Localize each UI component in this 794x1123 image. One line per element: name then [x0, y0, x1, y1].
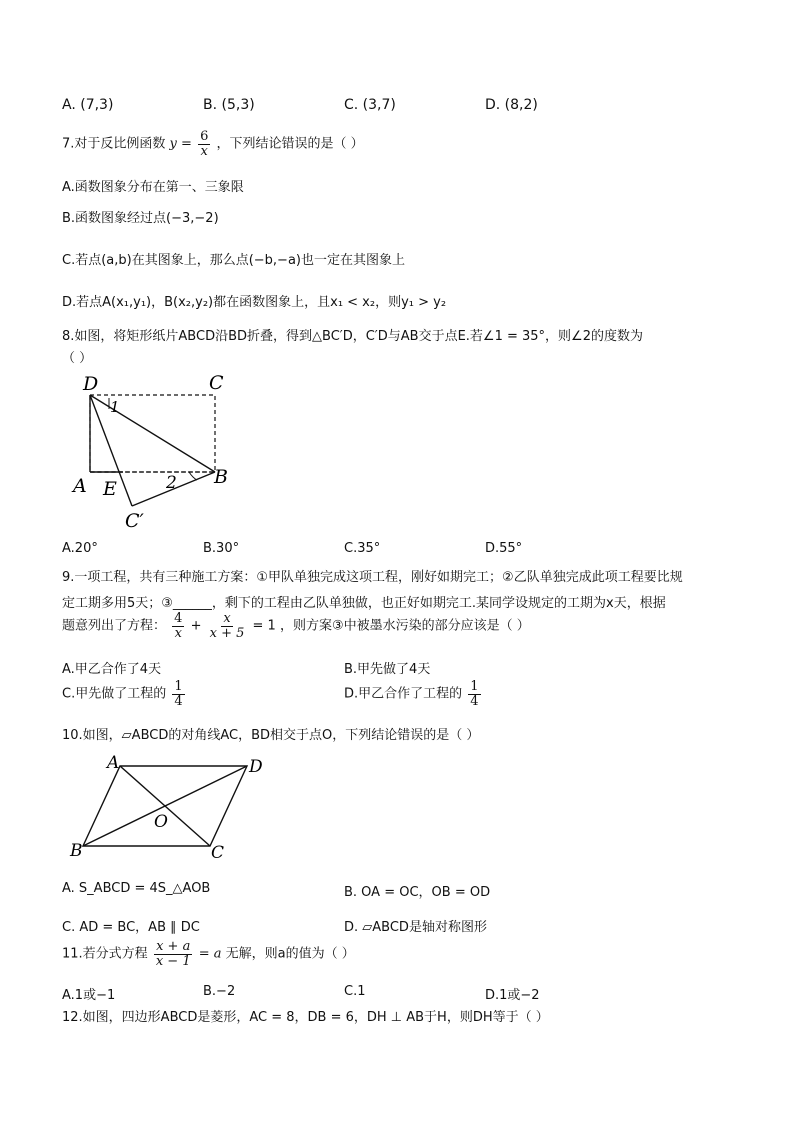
q10-option-d: D. ▱ABCD是轴对称图形 [344, 920, 487, 935]
q11-option-d: D.1或−2 [485, 988, 540, 1003]
q10-label-a: A [107, 753, 120, 773]
q9-option-c: C.甲先做了工程的 $\frac{1}{4}$ [62, 679, 183, 709]
q8-stem-line2: （ ） [62, 351, 93, 366]
q8-label-angle-1: 1 [110, 398, 120, 416]
q9-option-d-fraction: $\frac{1}{4}$ [470, 679, 479, 709]
q10-label-d: D [249, 757, 263, 777]
q9-stem-line2: 定工期多用5天；③______，剩下的工程由乙队单独做，也正好如期完工.某同学设规定的工期为x天，根据 [62, 596, 666, 611]
q11-option-a: A.1或−1 [62, 988, 116, 1003]
q10-option-a: A. S_ABCD = 4S_△AOB [62, 881, 211, 896]
q8-label-angle-2: 2 [166, 473, 177, 493]
q7-stem: 7.对于反比例函数 y = $\frac{6}{x}$ ，下列结论错误的是（ ） [62, 129, 364, 159]
q8-stem-line1: 8.如图，将矩形纸片ABCD沿BD折叠，得到△BC′D，C′D与AB交于点E.若∠1 = 35°，则∠2的度数为 [62, 329, 643, 344]
q10-parallelogram-figure [65, 752, 275, 864]
q6-option-d: D. (8,2) [485, 97, 538, 113]
q7-option-c: C.若点(a,b)在其图象上，那么点(−b,−a)也一定在其图象上 [62, 253, 405, 268]
q10-option-c: C. AD = BC，AB ∥ DC [62, 920, 200, 935]
q8-angle-2-mark [189, 472, 197, 480]
q10-label-c: C [211, 843, 225, 863]
q11-option-c: C.1 [344, 984, 366, 999]
q8-option-a: A.20° [62, 541, 98, 556]
q10-diagonal-bd [83, 766, 247, 846]
q8-label-a: A [73, 475, 87, 497]
q7-option-b: B.函数图象经过点(−3,−2) [62, 211, 219, 226]
q11-fraction: $\frac{x + a}{x - 1}$ [155, 939, 191, 969]
q7-option-a: A.函数图象分布在第一、三象限 [62, 180, 244, 195]
q6-option-a: A. (7,3) [62, 97, 114, 113]
q10-label-b: B [70, 841, 83, 861]
q9-option-a: A.甲乙合作了4天 [62, 662, 162, 677]
q10-label-o: O [154, 812, 168, 832]
q9-stem-line3: 题意列出了方程： $\frac{4}{x}$ + $\frac{x}{x + 5}$ = 1 ，则方案③中被墨水污染的部分应该是（ ） [62, 611, 530, 641]
q9-option-b: B.甲先做了4天 [344, 662, 431, 677]
q8-label-c: C [209, 372, 224, 394]
q7-fraction: $\frac{6}{x}$ [200, 129, 209, 159]
q12-stem: 12.如图，四边形ABCD是菱形，AC = 8，DB = 6，DH ⊥ AB于H，则DH等于（ ） [62, 1010, 549, 1025]
q8-option-d: D.55° [485, 541, 523, 556]
q8-option-c: C.35° [344, 541, 381, 556]
q8-label-c-prime: C′ [125, 510, 144, 532]
q6-option-b: B. (5,3) [203, 97, 255, 113]
q9-option-d: D.甲乙合作了工程的 $\frac{1}{4}$ [344, 679, 479, 709]
q8-label-e: E [103, 478, 117, 500]
q11-option-b: B.−2 [203, 984, 236, 999]
q8-label-d: D [83, 373, 99, 395]
q6-option-c: C. (3,7) [344, 97, 396, 113]
q7-option-d: D.若点A(x₁,y₁)，B(x₂,y₂)都在函数图象上，且x₁ < x₂，则y₁ > y₂ [62, 295, 447, 310]
q9-option-c-fraction: $\frac{1}{4}$ [174, 679, 183, 709]
q8-rectangle-fold-figure [65, 368, 265, 538]
q9-fraction-1: $\frac{4}{x}$ [174, 611, 183, 641]
q10-option-b: B. OA = OC，OB = OD [344, 885, 491, 900]
q8-option-b: B.30° [203, 541, 240, 556]
q8-label-b: B [214, 466, 228, 488]
q9-stem-line1: 9.一项工程，共有三种施工方案：①甲队单独完成这项工程，刚好如期完工；②乙队单独完成此项工程要比规 [62, 570, 683, 585]
q10-stem: 10.如图，▱ABCD的对角线AC，BD相交于点O，下列结论错误的是（ ） [62, 728, 480, 743]
q11-stem: 11.若分式方程 $\frac{x + a}{x - 1}$ = a 无解，则a的值为（ ） [62, 939, 355, 969]
q9-fraction-2: $\frac{x}{x + 5}$ [209, 611, 245, 641]
